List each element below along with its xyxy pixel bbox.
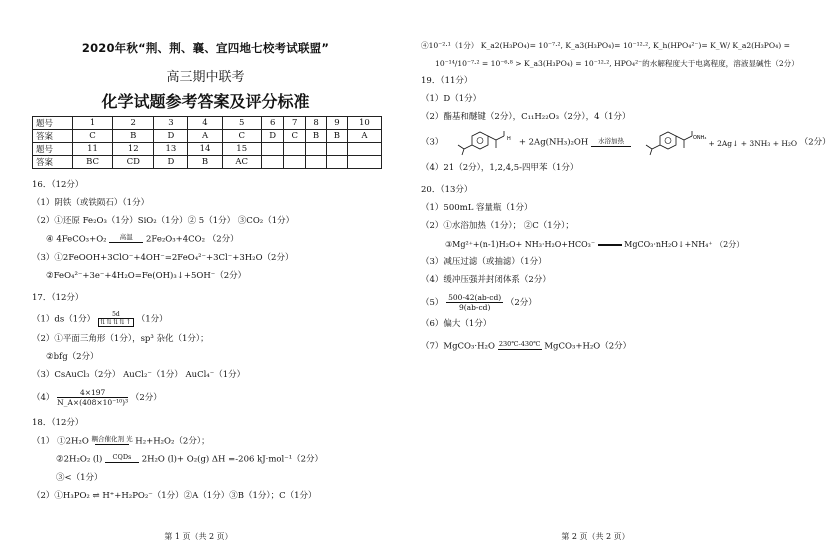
answer-cell: 5 (222, 117, 261, 130)
ammonium-label: ONH₄ (692, 135, 707, 141)
answer-cell: A (347, 130, 381, 143)
q17-part4 (32, 388, 379, 407)
answer-cell: CD (113, 156, 154, 169)
page-1 (0, 0, 397, 560)
q19-part2: （2）酯基和醚键（2分），C₁₁H₂₂O₃（2分），4（1分） (421, 112, 631, 122)
answer-cell: D (261, 130, 284, 143)
orbital-diagram (98, 311, 134, 327)
answer-cell: 13 (154, 143, 188, 156)
answer-cell: BC (73, 156, 113, 169)
answer-cell: 10 (347, 117, 381, 130)
q20-part5 (421, 293, 774, 312)
answer-cell (284, 143, 306, 156)
q17-part2: （2）①平面三角形（1分），sp³ 杂化（1分）； (32, 333, 209, 344)
answer-cell: B (188, 156, 222, 169)
page-footer: 第 2 页（共 2 页） (561, 532, 630, 541)
q17-part4-label: （4） (32, 392, 55, 403)
q19-part4: （4）21（2分），1,2,4,5-四甲苯（1分） (421, 163, 579, 173)
q16-part3: （3）①2FeOOH+3ClO⁻+4OH⁻=2FeO₄²⁻+3Cl⁻+3H₂O（2分） (32, 252, 294, 263)
q20-part3: （3）减压过滤（或抽滤）（1分） (421, 257, 547, 267)
table-row (33, 130, 382, 143)
eq-reactants: （1） ①2H₂O (32, 436, 89, 446)
density-fraction (57, 388, 128, 407)
exam-union-title: 2020年秋“荆、荆、襄、宜四地七校考试联盟” (81, 41, 330, 55)
eq-products: 2Fe₂O₃+4CO₂ （2分） (145, 234, 239, 245)
eq-products: MgCO₃+H₂O（2分） (544, 341, 632, 352)
answer-cell (261, 143, 284, 156)
answer-table (32, 116, 382, 169)
answer-cell (347, 156, 381, 169)
q20-part2-equation (421, 239, 774, 250)
answer-cell (326, 156, 347, 169)
main-title: 化学试题参考答案及评分标准 (101, 92, 310, 111)
answer-cell (306, 143, 327, 156)
answer-cell: C (73, 130, 113, 143)
fraction-numerator: 4×197 (57, 388, 128, 398)
answer-cell (306, 156, 327, 169)
fraction-denominator: 9(ab-cd) (458, 303, 491, 312)
q16-part3b: ②FeO₄²⁻+3e⁻+4H₂O=Fe(OH)₃↓+5OH⁻（2分） (46, 270, 247, 281)
answer-cell: 15 (222, 143, 261, 156)
q18-part1b (32, 454, 379, 466)
q16-heading: 16．（12分） (32, 180, 84, 190)
q17-part1-text: （1）ds（1分） (32, 314, 96, 324)
arrow-condition: 耦合催化剂 光 (91, 434, 133, 443)
answer-cell: 12 (113, 143, 154, 156)
answer-cell: AC (222, 156, 261, 169)
q20-part5-label: （5） (421, 298, 444, 308)
answer-cell: 6 (261, 117, 284, 130)
table-row (33, 156, 382, 169)
equation-bar (598, 244, 622, 246)
fraction-denominator: N_A×(408×10⁻¹⁰)³ (57, 397, 129, 407)
arrow-condition: 230℃-430℃ (498, 340, 541, 348)
q17-part1-score: （1分） (136, 314, 168, 324)
q17-part3: （3）CsAuCl₃（2分） AuCl₂⁻（1分） AuCl₄⁻（1分） (32, 369, 246, 380)
q20-part6: （6）偏大（1分） (421, 319, 492, 329)
q18-part1 (32, 436, 379, 448)
eq-products: MgCO₃·nH₂O↓+NH₄⁺ （2分） (624, 240, 745, 249)
q19-part1: （1）D（1分） (421, 94, 482, 104)
ammonium-salt-structure-icon (634, 130, 706, 156)
answer-cell: C (284, 130, 306, 143)
answer-cell: D (154, 156, 188, 169)
answer-cell: 11 (73, 143, 113, 156)
answer-cell: 1 (73, 117, 113, 130)
exam-subtitle: 高三期中联考 (166, 70, 245, 85)
row-header-cell: 题号 (33, 143, 73, 156)
q20-part1: （1）500mL 容量瓶（1分） (421, 203, 533, 213)
answer-cell: B (306, 130, 327, 143)
row-header-cell: 题号 (33, 117, 73, 130)
aldehyde-structure-icon (446, 130, 516, 156)
eq-products: H₂+H₂O₂（2分）； (135, 436, 210, 446)
table-row (33, 117, 382, 130)
arrow-condition: CQDs (112, 453, 132, 461)
q18-part2: （2）①H₃PO₂ ⇌ H⁺+H₂PO₂⁻（1分）②A（1分）③B（1分）；C（1分） (32, 490, 317, 501)
q19-part3-products: + 2Ag↓ + 3NH₃ + H₂O (708, 138, 798, 148)
answer-cell: 9 (326, 117, 347, 130)
answer-cell (326, 143, 347, 156)
q16-equation-4 (32, 234, 379, 246)
q16-part2: （2）①还原 Fe₂O₃（1分）SiO₂（1分）② 5（1分） ③CO₂（1分） (32, 216, 295, 226)
table-row (33, 143, 382, 156)
orbital-label: 5d (112, 310, 120, 318)
q19-part3-label: （3） (421, 137, 444, 148)
q18-part1c: ③<（1分） (56, 472, 103, 483)
fraction-numerator: 500-42(ab-cd) (448, 293, 502, 302)
eq-reactants: ②2H₂O₂ (l) (56, 454, 103, 465)
reaction-arrow (109, 234, 143, 244)
eq-reactants: （7）MgCO₃·H₂O (421, 341, 495, 352)
answer-cell (347, 143, 381, 156)
reagent: + 2Ag(NH₃)₂OH (518, 137, 589, 148)
answer-cell: 2 (113, 117, 154, 130)
answer-cell: 3 (154, 117, 188, 130)
q16-part1: （1）阴铁（或铁陨石）（1分） (32, 198, 150, 208)
q20-part4: （4）缓冲压强并封闭体系（2分） (421, 275, 551, 285)
eq-products: 2H₂O (l)+ O₂(g) ΔH =-206 kJ·mol⁻¹（2分） (141, 454, 324, 465)
aldehyde-h-label: H (507, 136, 511, 142)
row-header-cell: 答案 (33, 130, 73, 143)
q20-part2: （2）①水浴加热（1分）； ②C（1分）； (421, 221, 574, 231)
q17-part2b: ②bfg（2分） (46, 351, 99, 362)
row-header-cell: 答案 (33, 156, 73, 169)
orbital-boxes: ⇅⇅⇅⇅↑ (99, 317, 133, 326)
eq-reactants: ④ 4FeCO₃+O₂ (46, 234, 107, 245)
q17-part1 (32, 311, 379, 327)
reaction-arrow (498, 341, 542, 351)
q20-part7 (421, 341, 774, 353)
q20-heading: 20．（13分） (421, 185, 473, 195)
answer-cell: B (113, 130, 154, 143)
q19-part3-score: （2分） (799, 137, 831, 148)
answer-cell: 14 (188, 143, 222, 156)
q19-heading: 19．（11分） (421, 76, 473, 86)
answer-cell: 7 (284, 117, 306, 130)
q17-heading: 17．（12分） (32, 292, 84, 303)
result-fraction (446, 293, 503, 312)
page-2 (397, 0, 831, 560)
q18-part2d-line2: 10⁻¹⁴/10⁻⁷·² = 10⁻⁶·⁸ > K_a3(H₃PO₄) = 10⁻¹²·², HPO₄²⁻的水解程度大于电离程度，溶液显碱性（2分） (435, 59, 799, 68)
answer-cell (261, 156, 284, 169)
answer-cell: D (154, 130, 188, 143)
answer-cell: A (188, 130, 222, 143)
answer-cell: C (222, 130, 261, 143)
arrow-condition: 水浴加热 (598, 137, 625, 145)
answer-cell: B (326, 130, 347, 143)
answer-cell: 4 (188, 117, 222, 130)
page-footer: 第 1 页（共 2 页） (164, 532, 233, 541)
reaction-arrow (591, 138, 631, 148)
eq-reactants: ③Mg²⁺+(n-1)H₂O+ NH₃·H₂O+HCO₃⁻ (445, 240, 596, 249)
arrow-condition: 高温 (119, 233, 133, 241)
answer-cell (284, 156, 306, 169)
q17-part4-score: （2分） (130, 392, 162, 403)
q18-heading: 18．（12分） (32, 417, 84, 428)
q20-part5-score: （2分） (505, 298, 537, 308)
q18-part2d-line1: ④10⁻²·¹（1分） K_a2(H₃PO₄)= 10⁻⁷·², K_a3(H₃PO₄)= 10⁻¹²·², K_h(HPO₄²⁻)= K_W/ K_a2(H₃PO₄) = (421, 41, 790, 50)
reaction-arrow (92, 436, 133, 446)
reaction-arrow (105, 454, 139, 464)
answer-cell: 8 (306, 117, 327, 130)
q19-part3 (421, 130, 831, 156)
